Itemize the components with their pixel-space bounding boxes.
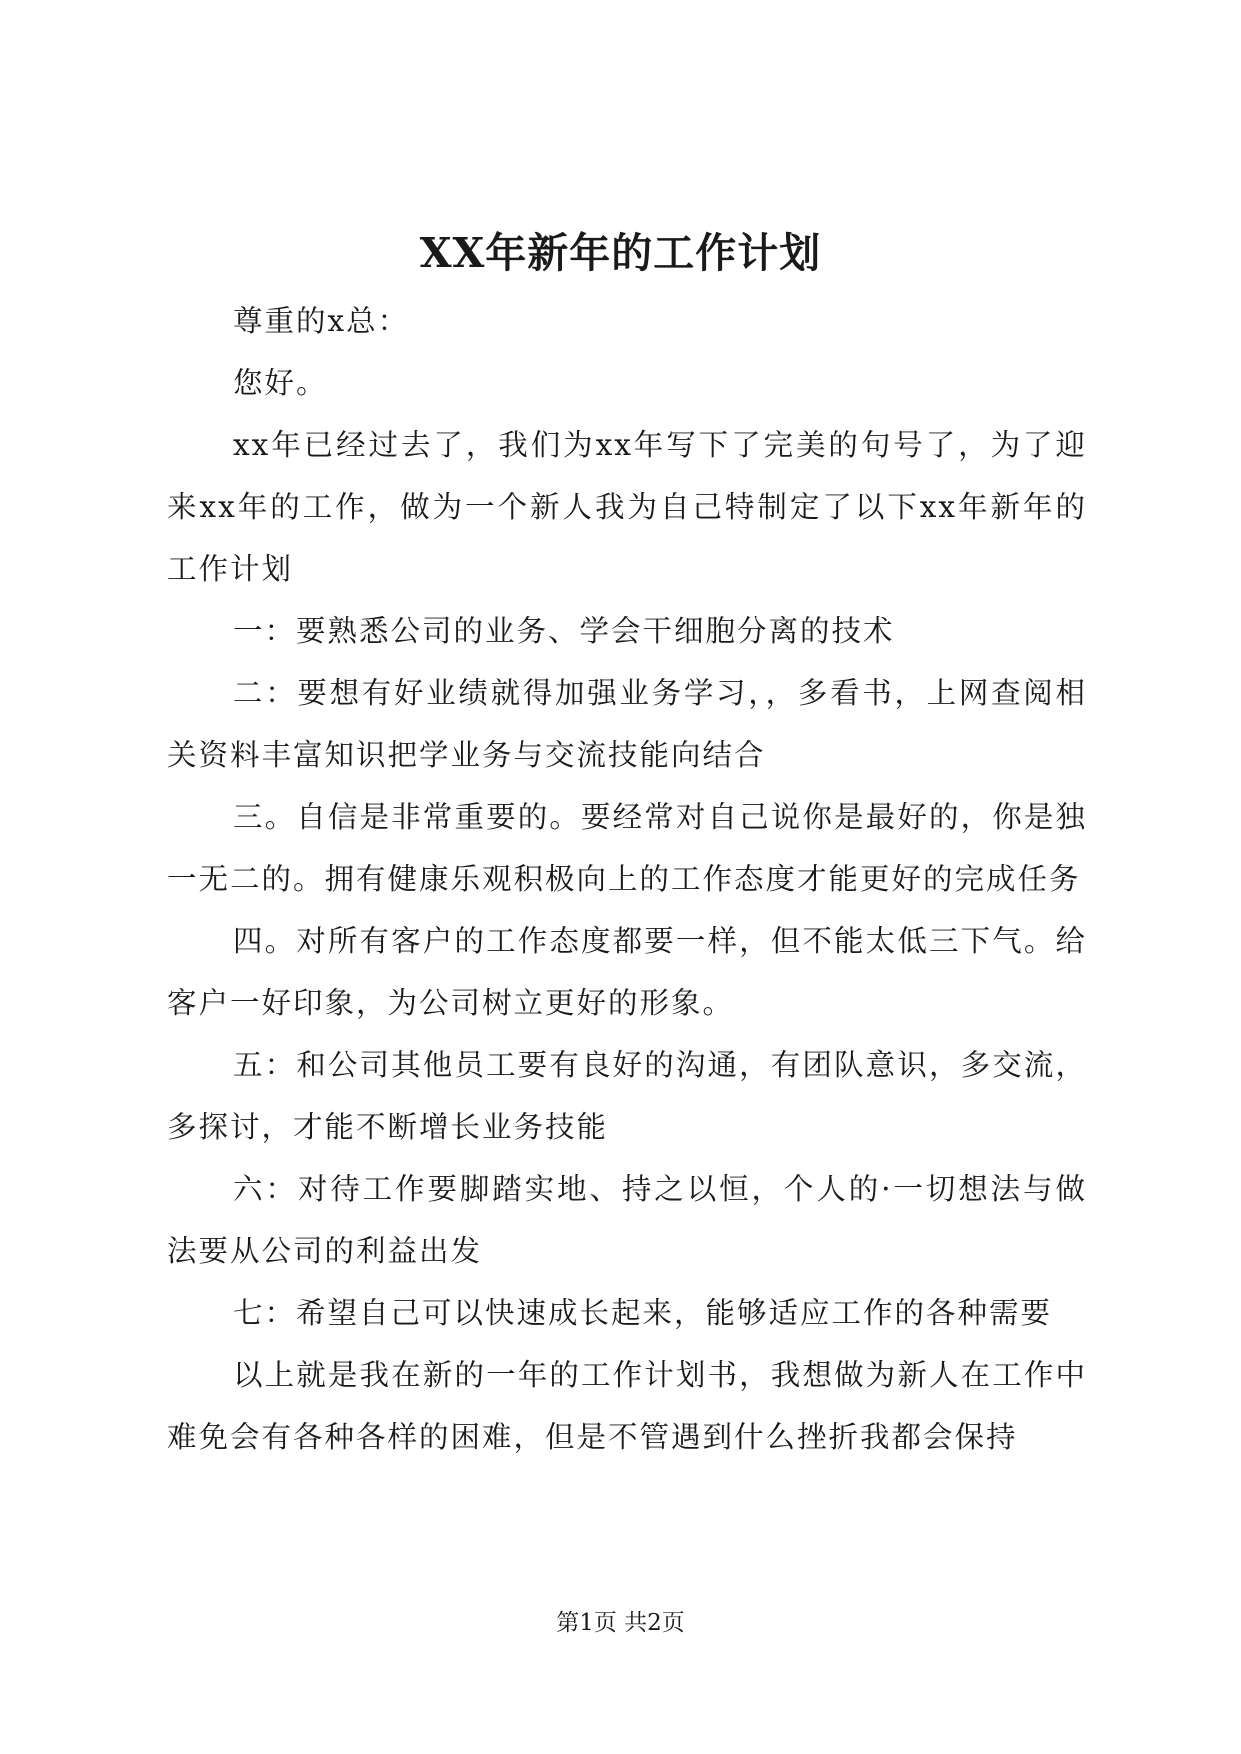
plan-item-2: 二：要想有好业绩就得加强业务学习，，多看书，上网查阅相关资料丰富知识把学业务与交流技能向结合 [167, 676, 1087, 772]
intro-paragraph: xx年已经过去了，我们为xx年写下了完美的句号了，为了迎来xx年的工作，做为一个新人我为自己特制定了以下xx年新年的工作计划 [167, 428, 1087, 586]
plan-item-6: 六：对待工作要脚踏实地、持之以恒，个人的·一切想法与做法要从公司的利益出发 [167, 1172, 1087, 1268]
plan-item-7: 七：希望自己可以快速成长起来，能够适应工作的各种需要 [233, 1296, 1053, 1330]
closing-paragraph: 以上就是我在新的一年的工作计划书，我想做为新人在工作中难免会有各种各样的困难，但是不管遇到什么挫折我都会保持 [167, 1358, 1087, 1454]
greeting: 您好。 [233, 366, 328, 400]
document-title: XX年新年的工作计划 [419, 229, 822, 277]
plan-item-1: 一：要熟悉公司的业务、学会干细胞分离的技术 [233, 614, 895, 648]
plan-item-5: 五：和公司其他员工要有良好的沟通，有团队意识，多交流，多探讨，才能不断增长业务技能 [167, 1048, 1087, 1144]
plan-item-4: 四。对所有客户的工作态度都要一样，但不能太低三下气。给客户一好印象，为公司树立更好的形象。 [167, 924, 1087, 1020]
salutation: 尊重的x总： [233, 304, 410, 338]
document-body [167, 290, 1087, 1468]
plan-item-3: 三。自信是非常重要的。要经常对自己说你是最好的，你是独一无二的。拥有健康乐观积极向上的工作态度才能更好的完成任务 [167, 800, 1087, 896]
page-number-footer: 第1页 共2页 [556, 1610, 685, 1636]
